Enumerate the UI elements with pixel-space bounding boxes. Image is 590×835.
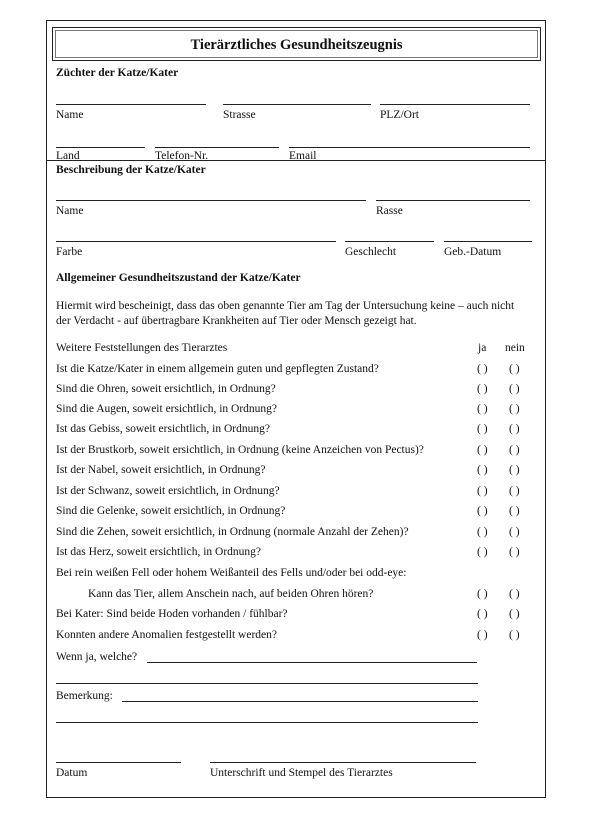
breeder-name-line[interactable]: [56, 104, 206, 105]
checkbox-no[interactable]: ( ): [509, 505, 520, 517]
cat-breed-line[interactable]: [376, 200, 530, 201]
hearing-question: Kann das Tier, allem Anschein nach, auf beiden Ohren hören?: [88, 588, 374, 600]
question-label: Ist das Herz, soweit ersichtlich, in Ordnung?: [56, 546, 262, 558]
checkbox-yes[interactable]: ( ): [477, 526, 488, 538]
checkbox-no[interactable]: ( ): [509, 546, 520, 558]
cat-name-label: Name: [56, 205, 84, 217]
checkbox-no[interactable]: ( ): [509, 629, 520, 641]
date-line[interactable]: [56, 762, 181, 763]
cat-dob-line[interactable]: [444, 241, 532, 242]
checkbox-yes[interactable]: ( ): [477, 464, 488, 476]
section-divider: [46, 160, 546, 161]
findings-header: Weitere Feststellungen des Tierarztes: [56, 342, 228, 354]
breeder-email-line[interactable]: [289, 147, 530, 148]
breeder-country-line[interactable]: [56, 147, 145, 148]
breeder-name-label: Name: [56, 109, 84, 121]
checkbox-no[interactable]: ( ): [509, 403, 520, 415]
question-label: Ist das Gebiss, soweit ersichtlich, in Ordnung?: [56, 423, 270, 435]
cat-color-line[interactable]: [56, 241, 336, 242]
breeder-email-label: Email: [289, 150, 317, 162]
title-box: [52, 27, 541, 61]
checkbox-yes[interactable]: ( ): [477, 444, 488, 456]
remarks-label: Bemerkung:: [56, 690, 113, 702]
cat-color-label: Farbe: [56, 246, 83, 258]
breeder-country-label: Land: [56, 150, 80, 162]
checkbox-yes[interactable]: ( ): [477, 505, 488, 517]
anomalies-question: Konnten andere Anomalien festgestellt werden?: [56, 629, 277, 641]
which-label: Wenn ja, welche?: [56, 651, 138, 663]
breeder-heading: Züchter der Katze/Kater: [56, 67, 179, 79]
question-label: Sind die Gelenke, soweit ersichtlich, in Ordnung?: [56, 505, 286, 517]
remarks-input-line-2[interactable]: [56, 722, 478, 723]
checkbox-yes[interactable]: ( ): [477, 546, 488, 558]
checkbox-no[interactable]: ( ): [509, 363, 520, 375]
document-title: Tierärztliches Gesundheitszeugnis: [190, 37, 403, 53]
certify-text-1: Hiermit wird bescheinigt, dass das oben genannte Tier am Tag der Untersuchung keine – auch nicht: [56, 300, 515, 312]
remarks-input-line[interactable]: [122, 701, 478, 702]
question-label: Sind die Ohren, soweit ersichtlich, in Ordnung?: [56, 383, 276, 395]
checkbox-no[interactable]: ( ): [509, 608, 520, 620]
column-yes: ja: [478, 342, 487, 354]
cat-breed-label: Rasse: [376, 205, 403, 217]
date-label: Datum: [56, 767, 88, 779]
breeder-phone-line[interactable]: [155, 147, 279, 148]
checkbox-yes[interactable]: ( ): [477, 363, 488, 375]
breeder-street-line[interactable]: [223, 104, 371, 105]
which-input-line[interactable]: [147, 662, 477, 663]
breeder-plz-line[interactable]: [380, 104, 530, 105]
column-no: nein: [505, 342, 525, 354]
cat-sex-label: Geschlecht: [345, 246, 397, 258]
certify-text-2: der Verdacht - auf übertragbare Krankheiten auf Tier oder Mensch gezeigt hat.: [56, 315, 417, 327]
breeder-street-label: Strasse: [223, 109, 256, 121]
breeder-plz-label: PLZ/Ort: [380, 109, 419, 121]
checkbox-yes[interactable]: ( ): [477, 608, 488, 620]
testes-question: Bei Kater: Sind beide Hoden vorhanden / fühlbar?: [56, 608, 288, 620]
cat-heading: Beschreibung der Katze/Kater: [56, 164, 206, 176]
question-label: Sind die Augen, soweit ersichtlich, in Ordnung?: [56, 403, 278, 415]
question-label: Ist die Katze/Kater in einem allgemein guten und gepflegten Zustand?: [56, 363, 379, 375]
checkbox-yes[interactable]: ( ): [477, 629, 488, 641]
checkbox-no[interactable]: ( ): [509, 383, 520, 395]
white-fur-intro: Bei rein weißen Fell oder hohem Weißanteil des Fells und/oder bei odd-eye:: [56, 567, 407, 579]
checkbox-yes[interactable]: ( ): [477, 403, 488, 415]
checkbox-no[interactable]: ( ): [509, 526, 520, 538]
checkbox-yes[interactable]: ( ): [477, 588, 488, 600]
checkbox-no[interactable]: ( ): [509, 444, 520, 456]
checkbox-no[interactable]: ( ): [509, 464, 520, 476]
question-label: Ist der Brustkorb, soweit ersichtlich, in Ordnung (keine Anzeichen von Pectus)?: [56, 444, 424, 456]
checkbox-no[interactable]: ( ): [509, 485, 520, 497]
checkbox-yes[interactable]: ( ): [477, 423, 488, 435]
question-label: Ist der Schwanz, soweit ersichtlich, in Ordnung?: [56, 485, 280, 497]
checkbox-no[interactable]: ( ): [509, 423, 520, 435]
question-label: Ist der Nabel, soweit ersichtlich, in Ordnung?: [56, 464, 266, 476]
checkbox-yes[interactable]: ( ): [477, 383, 488, 395]
breeder-phone-label: Telefon-Nr.: [155, 150, 209, 162]
health-heading: Allgemeiner Gesundheitszustand der Katze/Kater: [56, 272, 301, 284]
signature-label: Unterschrift und Stempel des Tierarztes: [210, 767, 393, 779]
which-input-line-2[interactable]: [56, 683, 478, 684]
signature-line[interactable]: [210, 762, 476, 763]
cat-dob-label: Geb.-Datum: [444, 246, 502, 258]
checkbox-yes[interactable]: ( ): [477, 485, 488, 497]
checkbox-no[interactable]: ( ): [509, 588, 520, 600]
cat-name-line[interactable]: [56, 200, 366, 201]
cat-sex-line[interactable]: [345, 241, 434, 242]
question-label: Sind die Zehen, soweit ersichtlich, in Ordnung (normale Anzahl der Zehen)?: [56, 526, 409, 538]
